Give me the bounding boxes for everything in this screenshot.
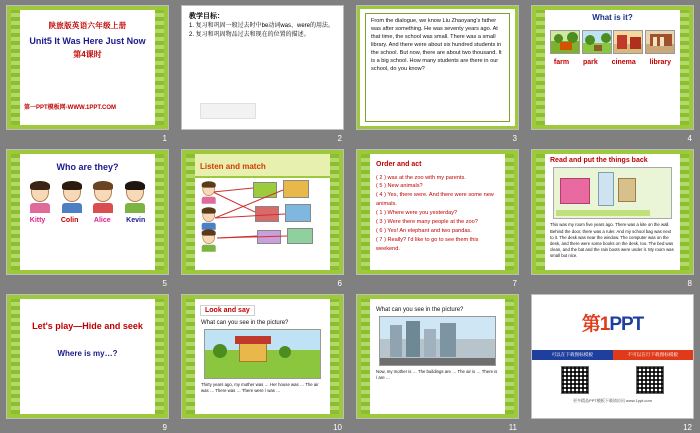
slide-1[interactable] xyxy=(6,5,169,130)
slide-12-content xyxy=(532,295,693,418)
page-title: What is it? xyxy=(592,13,633,22)
slide-6-content xyxy=(195,154,330,269)
slide-5[interactable] xyxy=(6,149,169,274)
slide-cell-1[interactable] xyxy=(0,0,175,144)
slide-3[interactable] xyxy=(356,5,519,130)
slide-2-content xyxy=(182,6,343,46)
slide-cell-7[interactable] xyxy=(350,144,525,288)
slide-11-content xyxy=(370,299,505,414)
slide-6[interactable] xyxy=(181,149,344,274)
question-text: What can you see in the picture? xyxy=(376,306,464,313)
picture-row xyxy=(545,30,680,54)
slide-8-content xyxy=(545,154,680,269)
placeholder-box xyxy=(200,103,256,119)
name-kitty: Kitty xyxy=(29,217,46,225)
library-picture xyxy=(645,30,675,54)
word-cinema: cinema xyxy=(611,59,636,66)
list-item: ( 2 ) was at the zoo with my parents. xyxy=(376,174,466,181)
caption-text: Now, my mother is … The buildings are … The air is … There is / are … xyxy=(376,368,498,380)
name-kevin: Kevin xyxy=(126,217,146,225)
word-park: park xyxy=(582,59,598,66)
slide-10[interactable] xyxy=(181,294,344,419)
village-picture xyxy=(204,329,320,379)
prompt-text: Where is my…? xyxy=(57,348,118,358)
avatar xyxy=(201,208,216,230)
page-number: 2 xyxy=(337,134,342,144)
brand-logo-text: PPT xyxy=(609,313,644,335)
brand-logo-number: 第1 xyxy=(581,313,610,335)
city-picture xyxy=(379,316,495,366)
bedroom-picture xyxy=(553,167,672,219)
page-title-cn: 陕旅版英语六年级上册 xyxy=(48,21,127,30)
footer-credit: 第一PPT模板网-WWW.1PPT.COM xyxy=(24,105,116,112)
slide-cell-12[interactable] xyxy=(525,289,700,433)
qr-code-icon xyxy=(561,366,589,394)
unit-title: Unit5 It Was Here Just Now xyxy=(29,36,146,46)
reading-text: This was my room five years ago. There was a kite on the wall. Behind the door, there was a ruler. And my school bag was next to it. The desk was near the window. The computer was on the desk, and there were some books on the desk, too. The bed was clean, and the bat and the rain boots were under it. My room was small but nice. xyxy=(550,222,674,259)
slide-4-content xyxy=(545,10,680,125)
list-item: ( 6 ) Yes! An elephant and two pandas. xyxy=(376,228,472,235)
page-number: 5 xyxy=(162,278,167,288)
bed-shape xyxy=(560,178,590,204)
section-tag: Look and say xyxy=(200,305,255,316)
slide-9-content xyxy=(20,299,155,414)
slide-cell-10[interactable] xyxy=(175,289,350,433)
slide-11[interactable] xyxy=(356,294,519,419)
avatar xyxy=(29,182,51,213)
page-title: Who are they? xyxy=(56,162,119,173)
slide-cell-4[interactable] xyxy=(525,0,700,144)
page-number: 3 xyxy=(512,134,517,144)
page-number: 6 xyxy=(337,278,342,288)
fridge-shape xyxy=(598,172,614,206)
slide-cell-5[interactable] xyxy=(0,144,175,288)
slide-8[interactable] xyxy=(531,149,694,274)
objective-line-1: 1. 复习和巩固一般过去时中be动词was、were的用法。 xyxy=(189,23,335,30)
floor-shape xyxy=(556,210,649,216)
page-number: 10 xyxy=(333,422,342,432)
lesson-label: 第4课时 xyxy=(73,50,102,59)
slide-cell-8[interactable] xyxy=(525,144,700,288)
slide-cell-11[interactable] xyxy=(350,289,525,433)
slide-9[interactable] xyxy=(6,294,169,419)
word-library: library xyxy=(649,59,672,66)
objectives-heading: 教学目标： xyxy=(189,13,224,20)
slide-cell-6[interactable] xyxy=(175,144,350,288)
slide-7-content xyxy=(370,154,505,269)
avatar xyxy=(92,182,114,213)
page-title: Listen and match xyxy=(200,162,266,172)
section-banner xyxy=(195,154,330,178)
list-item: ( 5 ) New animals? xyxy=(376,183,423,190)
question-text: What can you see in the picture? xyxy=(201,319,289,326)
word-row xyxy=(545,59,680,66)
page-title: Order and act xyxy=(376,161,422,169)
slide-12[interactable] xyxy=(531,294,694,419)
page-number: 11 xyxy=(508,422,517,432)
slide-5-content xyxy=(20,154,155,269)
slide-cell-2[interactable] xyxy=(175,0,350,144)
page-number: 1 xyxy=(162,134,167,144)
brand-logo xyxy=(532,309,693,336)
qr-code-icon xyxy=(636,366,664,394)
page-number: 8 xyxy=(687,278,692,288)
word-farm: farm xyxy=(553,59,570,66)
page-number: 7 xyxy=(512,278,517,288)
desk-shape xyxy=(618,178,636,202)
page-number: 9 xyxy=(162,422,167,432)
cinema-picture xyxy=(613,30,643,54)
slide-cell-3[interactable] xyxy=(350,0,525,144)
character-row xyxy=(20,182,155,213)
farm-picture xyxy=(550,30,580,54)
slide-7[interactable] xyxy=(356,149,519,274)
page-number: 12 xyxy=(683,422,692,432)
bar-left-label: 可以在下载图标模板 xyxy=(532,350,613,360)
objective-line-2: 2. 复习和巩固物品过去和现在的位置的描述。 xyxy=(189,31,310,38)
list-item: ( 3 ) Were there many people at the zoo? xyxy=(376,219,478,226)
qr-row xyxy=(532,366,693,394)
slide-1-content xyxy=(20,10,155,125)
list-item: ( 7 ) Really? I'd like to go to see them this weekend. xyxy=(376,237,479,253)
avatar xyxy=(201,182,216,204)
list-item: ( 1 ) Where were you yesterday? xyxy=(376,210,458,217)
info-bars xyxy=(532,350,693,360)
brand-note: 更多精品PPT模板下载请访问 www.1ppt.com xyxy=(573,397,652,403)
bar-right-label: 不可以在行下载图标模板 xyxy=(613,350,694,360)
slide-4[interactable] xyxy=(531,5,694,130)
name-row xyxy=(20,217,155,224)
slide-2[interactable] xyxy=(181,5,344,130)
avatar xyxy=(61,182,83,213)
slide-10-content xyxy=(195,299,330,414)
slide-cell-9[interactable] xyxy=(0,289,175,433)
name-colin: Colin xyxy=(60,217,79,225)
dialogue-text: From the dialogue, we know Liu Zhaoyang's father was after something. He was seventy years ago. At that time, the school was small. There was a small library. And there were about six hundred students in the school. But now, there are about two thousand. It is a big school. How many students are there in our school, do you know? xyxy=(365,13,510,122)
page-title: Read and put the things back xyxy=(550,157,648,165)
page-number: 4 xyxy=(687,134,692,144)
park-picture xyxy=(582,30,612,54)
list-item: ( 4 ) Yes, there were. And there were some new animals. xyxy=(376,192,494,208)
avatar xyxy=(124,182,146,213)
matching-area[interactable] xyxy=(195,178,330,269)
caption-text: Thirty years ago, my mother was … Her house was … The air was … There was … There were / was … xyxy=(201,381,319,393)
page-title: Let's play—Hide and seek xyxy=(32,320,143,331)
name-alice: Alice xyxy=(93,217,111,225)
avatar xyxy=(201,230,216,252)
